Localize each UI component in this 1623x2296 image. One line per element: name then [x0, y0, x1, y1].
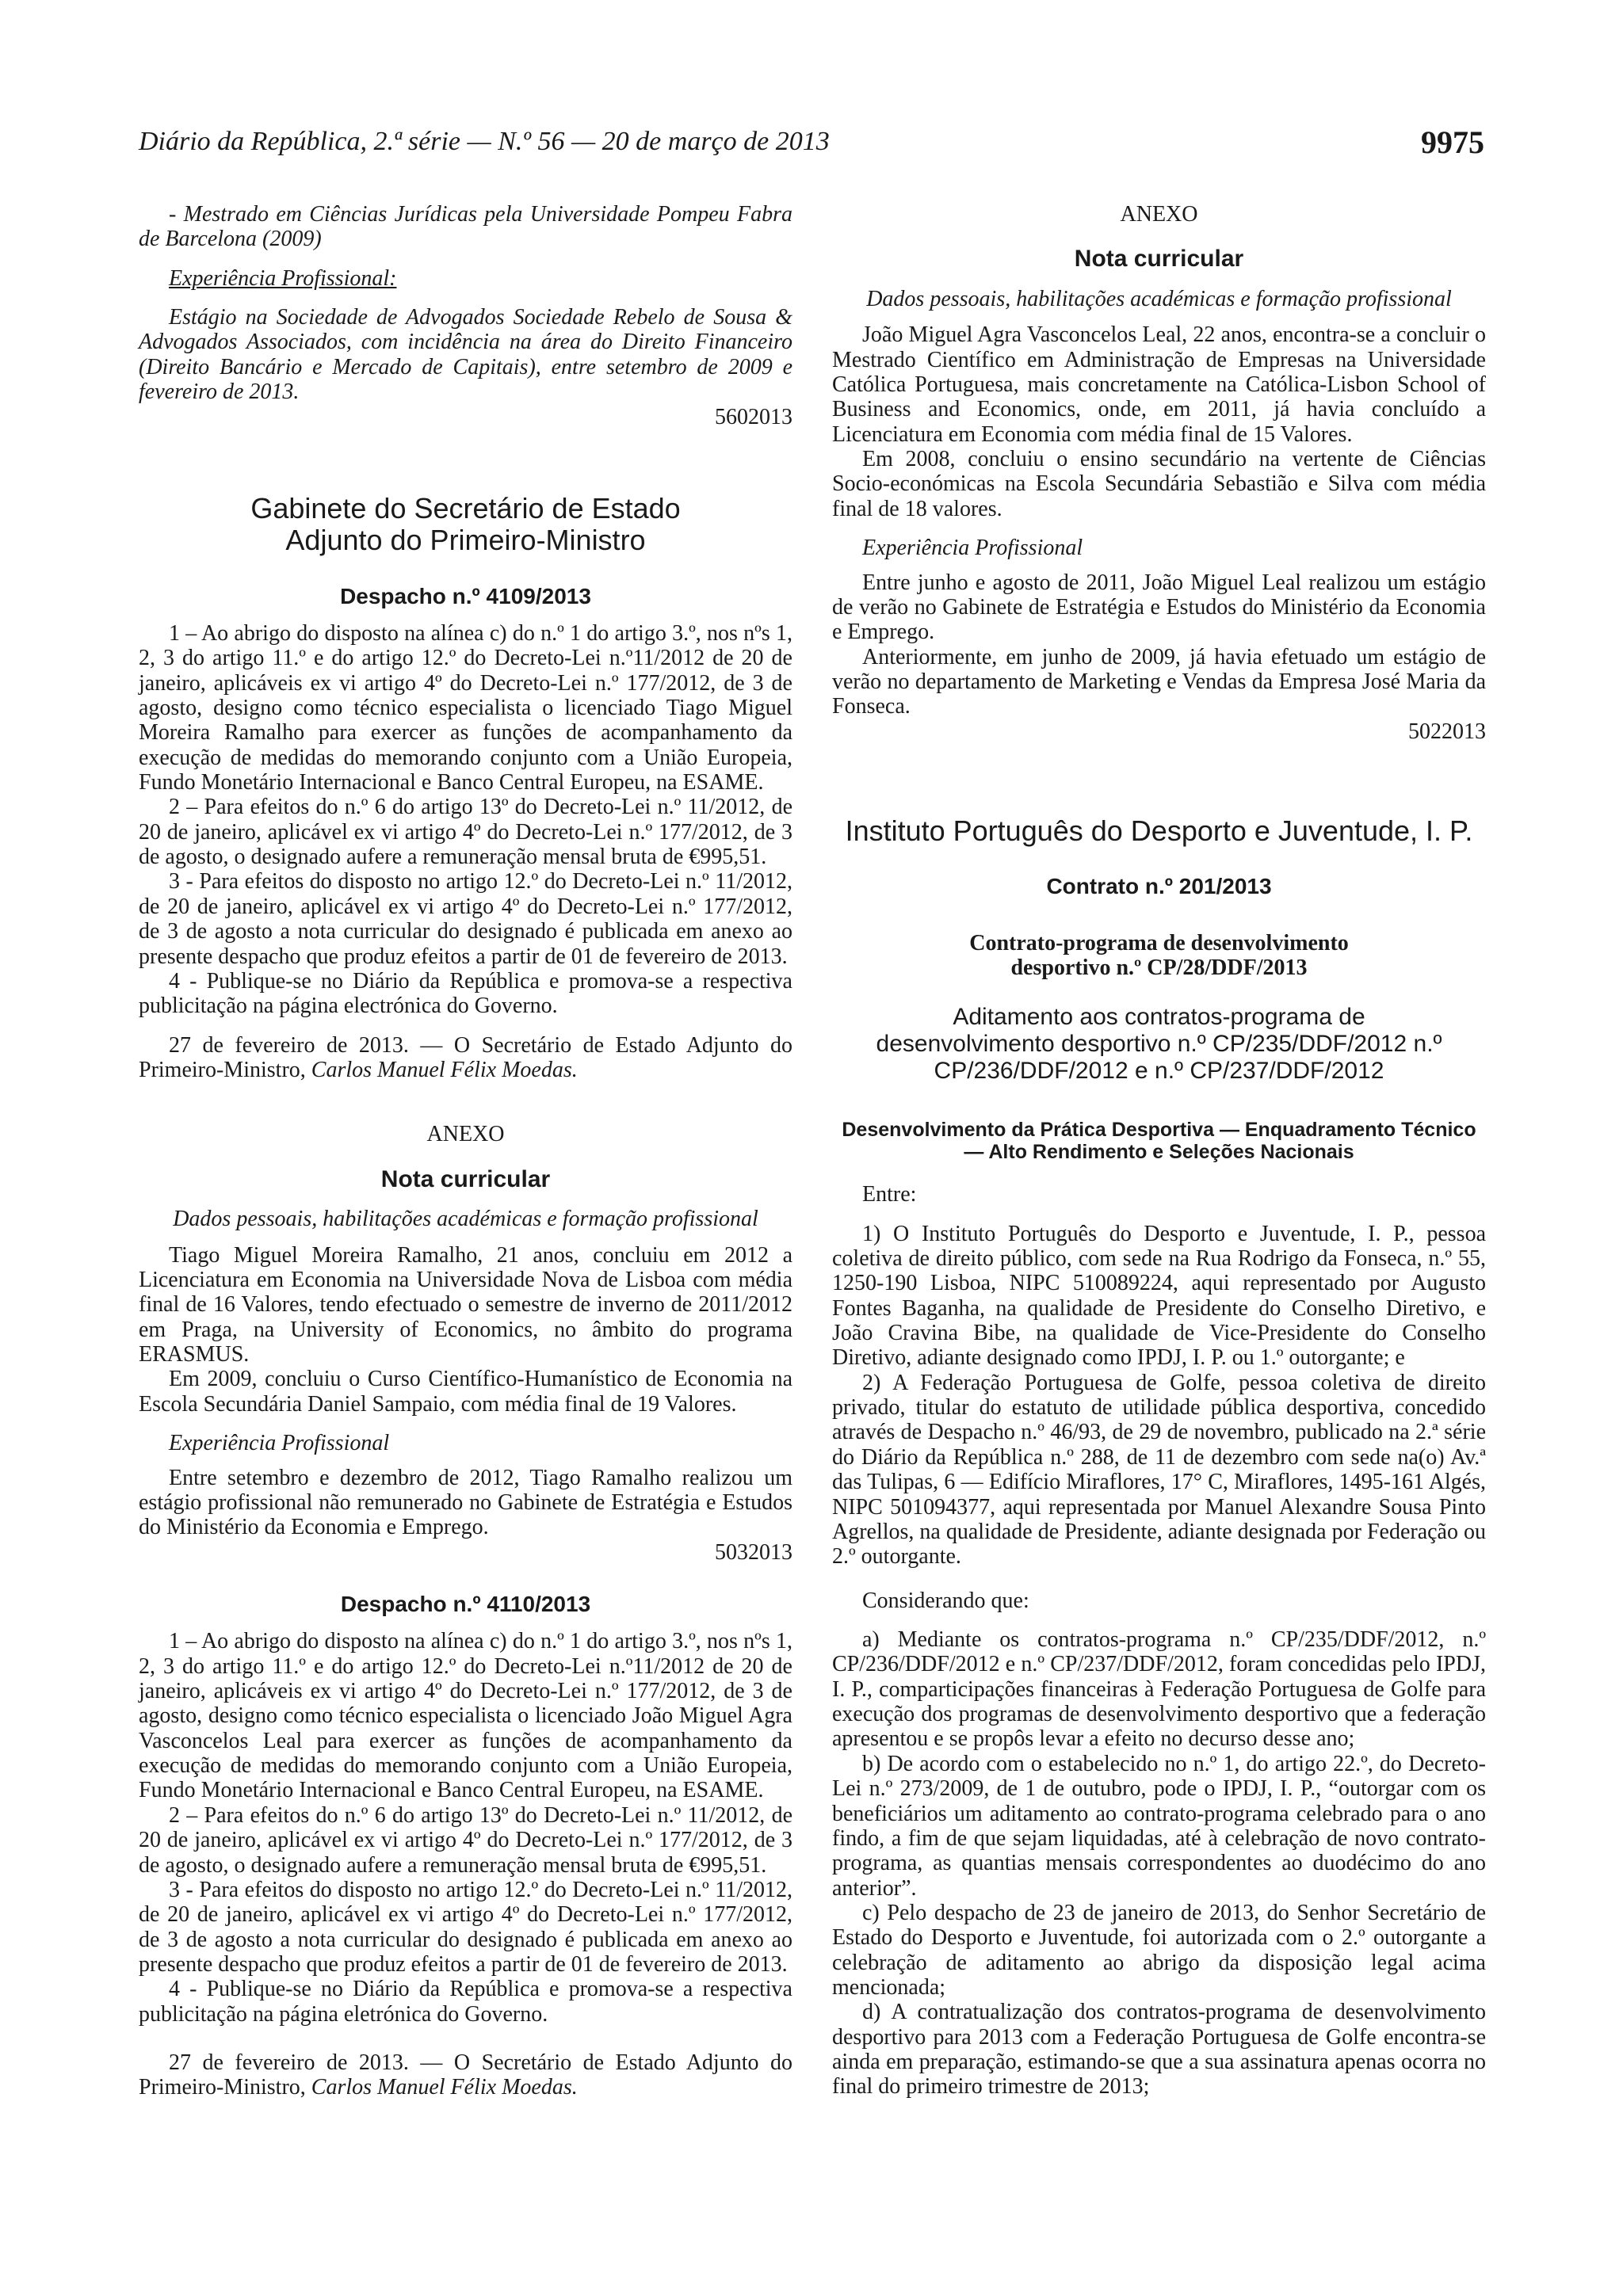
paragraph: 2 – Para efeitos do n.º 6 do artigo 13º do Decreto-Lei n.º 11/2012, de 20 de janeiro, aplicável ex vi artigo 4º do Decreto-Lei n.º 177/2012, de 3 de agosto, o designado aufere a remuneração mensal bruta de €995,51. [139, 795, 792, 870]
paragraph: 2 – Para efeitos do n.º 6 do artigo 13º do Decreto-Lei n.º 11/2012, de 20 de janeiro, aplicável ex vi artigo 4º do Decreto-Lei n.º 177/2012, de 3 de agosto, o designado aufere a remuneração mensal bruta de €995,51. [139, 1802, 792, 1878]
paragraph: 4 - Publique-se no Diário da República e promova-se a respectiva publicitação na página eletrónica do Governo. [139, 1977, 792, 2027]
previous-item-text: - Mestrado em Ciências Jurídicas pela Universidade Pompeu Fabra de Barcelona (2009) [139, 202, 792, 252]
nota-curricular-heading: Nota curricular [1074, 246, 1244, 273]
experience-heading: Experiência Profissional [862, 536, 1083, 561]
paragraph: Tiago Miguel Moreira Ramalho, 21 anos, concluiu em 2012 a Licenciatura em Economia na Universidade Nova de Lisboa com média final de 16 Valores, tendo efectuado o semestre de inverno de 2011/2012 em Praga, na University of Economics, no âmbito do programa ERASMUS. [139, 1242, 792, 1367]
signer: Carlos Manuel Félix Moedas. [311, 1057, 578, 1082]
anexo-label: ANEXO [1120, 202, 1198, 227]
despacho-title: Despacho n.º 4109/2013 [340, 583, 591, 608]
date-line: 27 de fevereiro de 2013. — O Secretário de Estado Adjunto do Primeiro-Ministro, [139, 1032, 792, 1082]
nota-subheading: Dados pessoais, habilitações académicas e formação profissional [866, 286, 1452, 311]
paragraph: Anteriormente, em junho de 2009, já havia efetuado um estágio de verão no departamento de Marketing e Vendas da Empresa José Maria da Fonseca. [832, 644, 1486, 719]
signer: Carlos Manuel Félix Moedas. [311, 2075, 578, 2100]
left-column [139, 202, 792, 2100]
paragraph: 3 - Para efeitos do disposto no artigo 12.º do Decreto-Lei n.º 11/2012, de 20 de janeiro, aplicável ex vi artigo 4º do Decreto-Lei n.º 177/2012, de 3 de agosto a nota curricular do designado é publicada em anexo ao presente despacho que produz efeitos a partir de 01 de fevereiro de 2013. [139, 869, 792, 969]
experience-heading: Experiência Profissional: [169, 265, 397, 291]
paragraph: 2) A Federação Portuguesa de Golfe, pessoa coletiva de direito privado, titular do estatuto de utilidade pública desportiva, concedido através de Despacho n.º 46/93, de 29 de novembro, publicado na 2.ª série do Diário da República n.º 288, de 11 de dezembro com sede na(o) Av.ª das Tulipas, 6 — Edifício Miraflores, 17° C, Miraflores, 1495-161 Algés, NIPC 501094377, aqui representada por Manuel Alexandre Sousa Pinto Agrellos, na qualidade de Presidente, adiante designada por Federação ou 2.º outorgante. [832, 1370, 1486, 1569]
despacho-title: Despacho n.º 4110/2013 [340, 1591, 591, 1616]
date-line: 27 de fevereiro de 2013. — O Secretário de Estado Adjunto do Primeiro-Ministro, [139, 2050, 792, 2100]
doc-id: 5602013 [715, 404, 792, 429]
date-signature [139, 1033, 792, 1083]
nota-subheading: Dados pessoais, habilitações académicas e formação profissional [173, 1207, 758, 1232]
experience-text: Estágio na Sociedade de Advogados Sociedade Rebelo de Sousa & Advogados Associados, com incidência na área do Direito Financeiro (Direito Bancário e Mercado de Capitais), entre setembro de 2009 e fevereiro de 2013. [139, 305, 792, 405]
paragraph: 1) O Instituto Português do Desporto e Juventude, I. P., pessoa coletiva de direito público, com sede na Rua Rodrigo da Fonseca, n.º 55, 1250-190 Lisboa, NIPC 510089224, aqui representado por Augusto Fontes Baganha, na qualidade de Presidente do Conselho Diretivo, e João Cravina Bibe, na qualidade de Vice-Presidente do Conselho Diretivo, adiante designado como IPDJ, I. P. ou 1.º outorgante; e [832, 1221, 1486, 1371]
paragraph: Entre junho e agosto de 2011, João Miguel Leal realizou um estágio de verão no Gabinete de Estratégia e Estudos do Ministério da Economia e Emprego. [832, 570, 1486, 645]
clause-d: d) A contratualização dos contratos-programa de desenvolvimento desportivo para 2013 com a Federação Portuguesa de Golfe encontra-se ainda em preparação, estimando-se que a sua assinatura apenas ocorra no final do primeiro trimestre de 2013; [832, 2000, 1486, 2100]
experience-heading: Experiência Profissional [169, 1431, 390, 1456]
clause-b: b) De acordo com o estabelecido no n.º 1, do artigo 22.º, do Decreto-Lei n.º 273/2009, de 1 de outubro, pode o IPDJ, I. P., “outorgar com os beneficiários um aditamento ao contrato-programa celebrado para o ano findo, a fim de que sejam liquidadas, até à celebração de novo contrato-programa, as quantias mensais correspondentes ao duodécimo do ano anterior”. [832, 1751, 1486, 1901]
clause-c: c) Pelo despacho de 23 de janeiro de 2013, do Senhor Secretário de Estado do Desporto e Juventude, foi autorizada com o 2.º outorgante a celebração de aditamento ao abrigo da disposição legal acima mencionada; [832, 1900, 1486, 2000]
anexo-label: ANEXO [426, 1122, 505, 1147]
date-signature [139, 2050, 792, 2100]
doc-id: 5032013 [715, 1539, 792, 1565]
paragraph: 1 – Ao abrigo do disposto na alínea c) do n.º 1 do artigo 3.º, nos nºs 1, 2, 3 do artigo 11.º e do artigo 12.º do Decreto-Lei n.º11/2012 de 20 de janeiro, aplicáveis ex vi artigo 4º do Decreto-Lei n.º 177/2012, de 3 de agosto, designo como técnico especialista o licenciado João Miguel Agra Vasconcelos Leal para exercer as funções de acompanhamento da execução de medidas do memorando conjunto com a União Europeia, Fundo Monetário Internacional e Banco Central Europeu, na ESAME. [139, 1629, 792, 1803]
paragraph: João Miguel Agra Vasconcelos Leal, 22 anos, encontra-se a concluir o Mestrado Científico em Administração de Empresas na Universidade Católica Portuguesa, mais concretamente na Católica-Lisbon School of Business and Economics, onde, em 2011, já havia concluído a Licenciatura em Economia com média final de 15 Valores. [832, 322, 1486, 447]
right-column [832, 202, 1486, 2100]
org-heading: Gabinete do Secretário de Estado Adjunto do Primeiro-Ministro [250, 491, 681, 557]
org-heading: Instituto Português do Desporto e Juventude, I. P. [845, 814, 1473, 848]
paragraph: Em 2009, concluiu o Curso Científico-Humanístico de Economia na Escola Secundária Daniel Sampaio, com média final de 19 Valores. [139, 1367, 792, 1417]
entre-label: Entre: [862, 1182, 917, 1207]
contrato-programa-title: Contrato-programa de desenvolvimento desportivo n.º CP/28/DDF/2013 [969, 930, 1349, 981]
considerando-label: Considerando que: [862, 1588, 1029, 1613]
paragraph: Entre setembro e dezembro de 2012, Tiago Ramalho realizou um estágio profissional não remunerado no Gabinete de Estratégia e Estudos do Ministério da Economia e Emprego. [139, 1465, 792, 1540]
paragraph: Em 2008, concluiu o ensino secundário na vertente de Ciências Socio-económicas na Escola Secundária Sebastião e Silva com média final de 18 valores. [832, 447, 1486, 521]
clause-a: a) Mediante os contratos-programa n.º CP/235/DDF/2012, n.º CP/236/DDF/2012 e n.º CP/237/DDF/2012, foram concedidas pelo IPDJ, I. P., comparticipações financeiras à Federação Portuguesa de Golfe para execução dos programas de desenvolvimento desportivo que a federação apresentou e se propôs levar a efeito no decurso desse ano; [832, 1627, 1486, 1752]
paragraph: 4 - Publique-se no Diário da República e promova-se a respectiva publicitação na página electrónica do Governo. [139, 968, 792, 1019]
desenvolvimento-heading: Desenvolvimento da Prática Desportiva — Enquadramento Técnico — Alto Rendimento e Seleções Nacionais [842, 1119, 1476, 1164]
contrato-title: Contrato n.º 201/2013 [1046, 874, 1272, 899]
nota-curricular-heading: Nota curricular [380, 1165, 551, 1192]
aditamento-heading: Aditamento aos contratos-programa de desenvolvimento desportivo n.º CP/235/DDF/2012 n.º CP/236/DDF/2012 e n.º CP/237/DDF/2012 [876, 1004, 1442, 1084]
paragraph: 1 – Ao abrigo do disposto na alínea c) do n.º 1 do artigo 3.º, nos nºs 1, 2, 3 do artigo 11.º e do artigo 12.º do Decreto-Lei n.º11/2012 de 20 de janeiro, aplicáveis ex vi artigo 4º do Decreto-Lei n.º 177/2012, de 3 de agosto, designo como técnico especialista o licenciado Tiago Miguel Moreira Ramalho para exercer as funções de acompanhamento da execução de medidas do memorando conjunto com a União Europeia, Fundo Monetário Internacional e Banco Central Europeu, na ESAME. [139, 620, 792, 795]
page-number: 9975 [1421, 124, 1484, 160]
doc-id: 5022013 [1408, 719, 1486, 744]
paragraph: 3 - Para efeitos do disposto no artigo 12.º do Decreto-Lei n.º 11/2012, de 20 de janeiro, aplicável ex vi artigo 4º do Decreto-Lei n.º 177/2012, de 3 de agosto a nota curricular do designado é publicada em anexo ao presente despacho que produz efeitos a partir de 01 de fevereiro de 2013. [139, 1877, 792, 1977]
publication-header: Diário da República, 2.ª série — N.º 56 — 20 de março de 2013 [139, 127, 830, 156]
